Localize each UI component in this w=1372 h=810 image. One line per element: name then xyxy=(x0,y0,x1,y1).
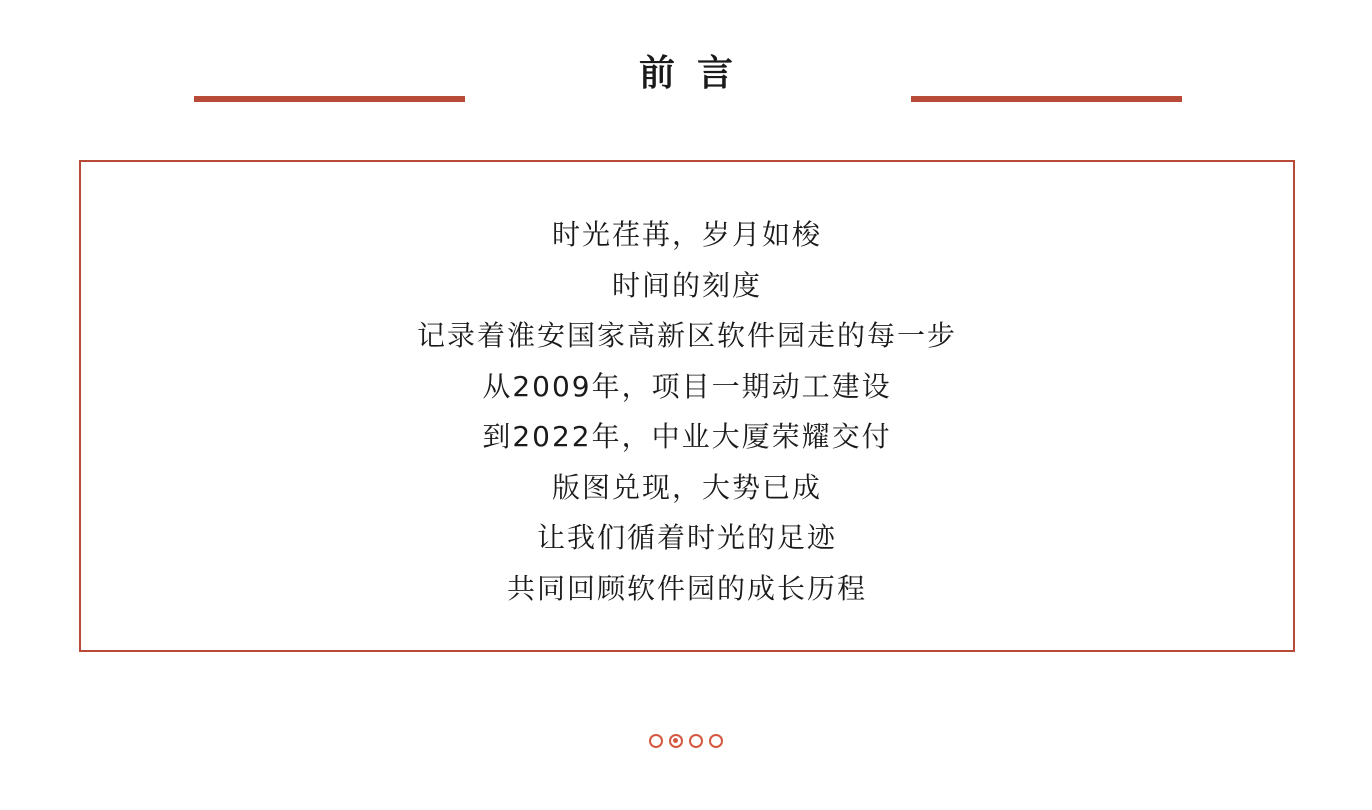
intro-line: 到2022年，中业大厦荣耀交付 xyxy=(482,420,892,453)
page-dot-1[interactable] xyxy=(649,734,663,748)
intro-line: 时光荏苒，岁月如梭 xyxy=(551,218,822,251)
title-row xyxy=(0,0,1372,130)
title-divider-right xyxy=(911,96,1182,102)
page-title: 前言 xyxy=(638,53,755,94)
intro-line: 让我们循着时光的足迹 xyxy=(536,521,837,554)
intro-line: 版图兑现，大势已成 xyxy=(551,470,822,504)
intro-text-box xyxy=(79,160,1295,652)
page-dot-2[interactable] xyxy=(669,734,683,748)
page-dot-3[interactable] xyxy=(689,734,703,748)
intro-line: 记录着淮安国家高新区软件园走的每一步 xyxy=(416,319,957,352)
intro-line: 时间的刻度 xyxy=(611,268,762,302)
intro-line: 从2009年，项目一期动工建设 xyxy=(482,369,892,403)
intro-line: 共同回顾软件园的成长历程 xyxy=(506,571,867,605)
intro-lines xyxy=(81,210,1293,614)
page-dot-4[interactable] xyxy=(709,734,723,748)
title-divider-left xyxy=(194,96,465,102)
pagination-dots xyxy=(0,734,1372,748)
